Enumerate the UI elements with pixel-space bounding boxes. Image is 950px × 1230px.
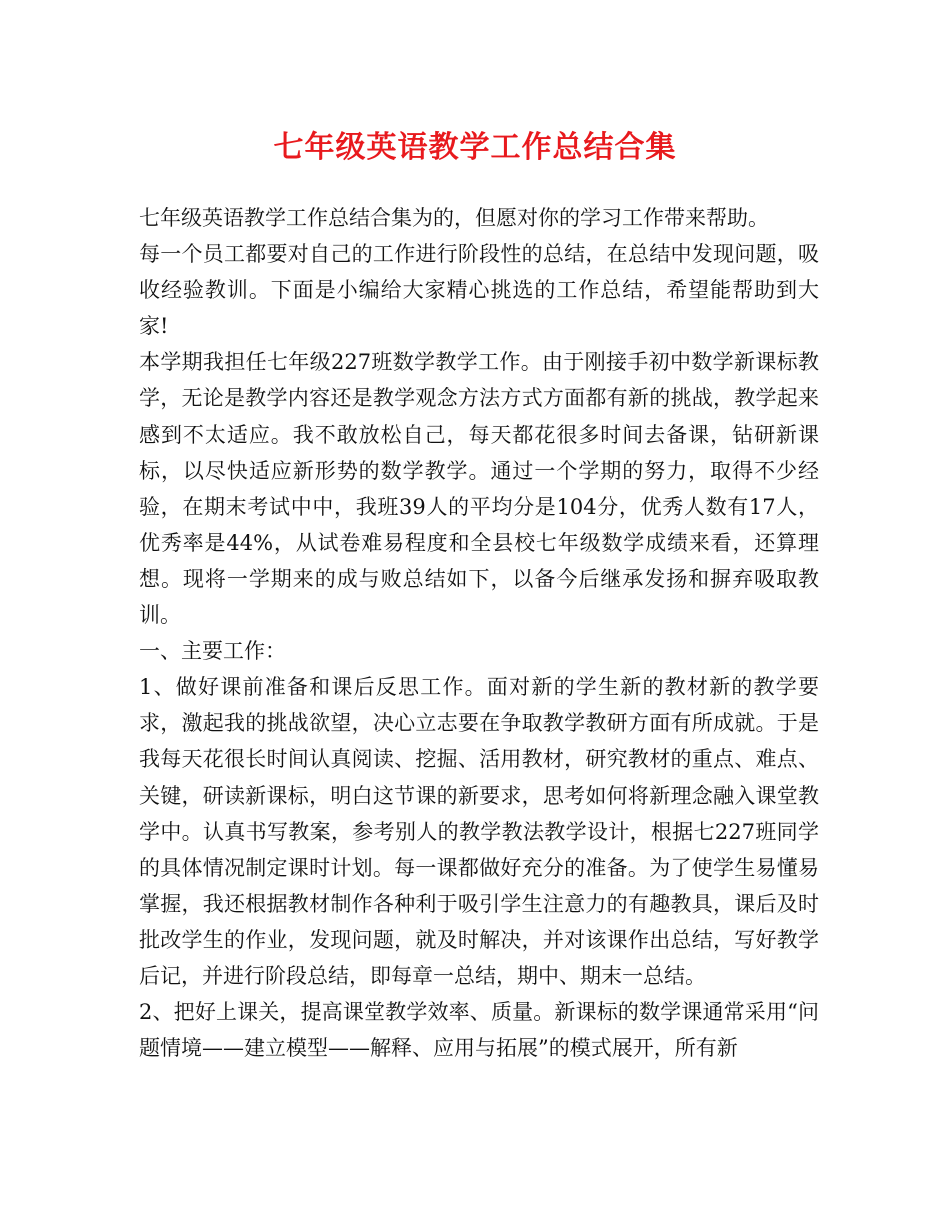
overview-paragraph: 本学期我担任七年级227班数学教学工作。由于刚接手初中数学新课标教学，无论是教学内容还是教学观念方法方式方面都有新的挑战，教学起来感到不太适应。我不敢放松自己，每天都花很多时间去备课，钻研新课标，以尽快适应新形势的数学教学。通过一个学期的努力，取得不少经验，在期末考试中中，我班39人的平均分是104分，优秀人数有17人，优秀率是44%，从试卷难易程度和全县校七年级数学成绩来看，还算理想。现将一学期来的成与败总结如下，以备今后继承发扬和摒弃吸取教训。 xyxy=(139,350,819,628)
section-heading: 一、主要工作： xyxy=(139,639,286,664)
document-title: 七年级英语教学工作总结合集 xyxy=(273,130,677,165)
preface-paragraph: 每一个员工都要对自己的工作进行阶段性的总结，在总结中发现问题，吸收经验教训。下面是小编给大家精心挑选的工作总结，希望能帮助到大家! xyxy=(139,242,819,339)
item-2-paragraph: 2、把好上课关，提高课堂教学效率、质量。新课标的数学课通常采用“问题情境——建立模型——解释、应用与拓展”的模式展开，所有新 xyxy=(139,1000,819,1061)
document-body xyxy=(139,200,819,1066)
intro-paragraph: 七年级英语教学工作总结合集为的，但愿对你的学习工作带来帮助。 xyxy=(139,206,769,230)
item-1-paragraph: 1、做好课前准备和课后反思工作。面对新的学生新的教材新的教学要求，激起我的挑战欲望，决心立志要在争取教学教研方面有所成就。于是我每天花很长时间认真阅读、挖掘、活用教材，研究教材的重点、难点、关键，研读新课标，明白这节课的新要求，思考如何将新理念融入课堂教学中。认真书写教案，参考别人的教学教法教学设计，根据七227班同学的具体情况制定课时计划。每一课都做好充分的准备。为了使学生易懂易掌握，我还根据教材制作各种利于吸引学生注意力的有趣教具，课后及时批改学生的作业，发现问题，就及时解决，并对该课作出总结，写好教学后记，并进行阶段总结，即每章一总结，期中、期末一总结。 xyxy=(139,675,819,988)
